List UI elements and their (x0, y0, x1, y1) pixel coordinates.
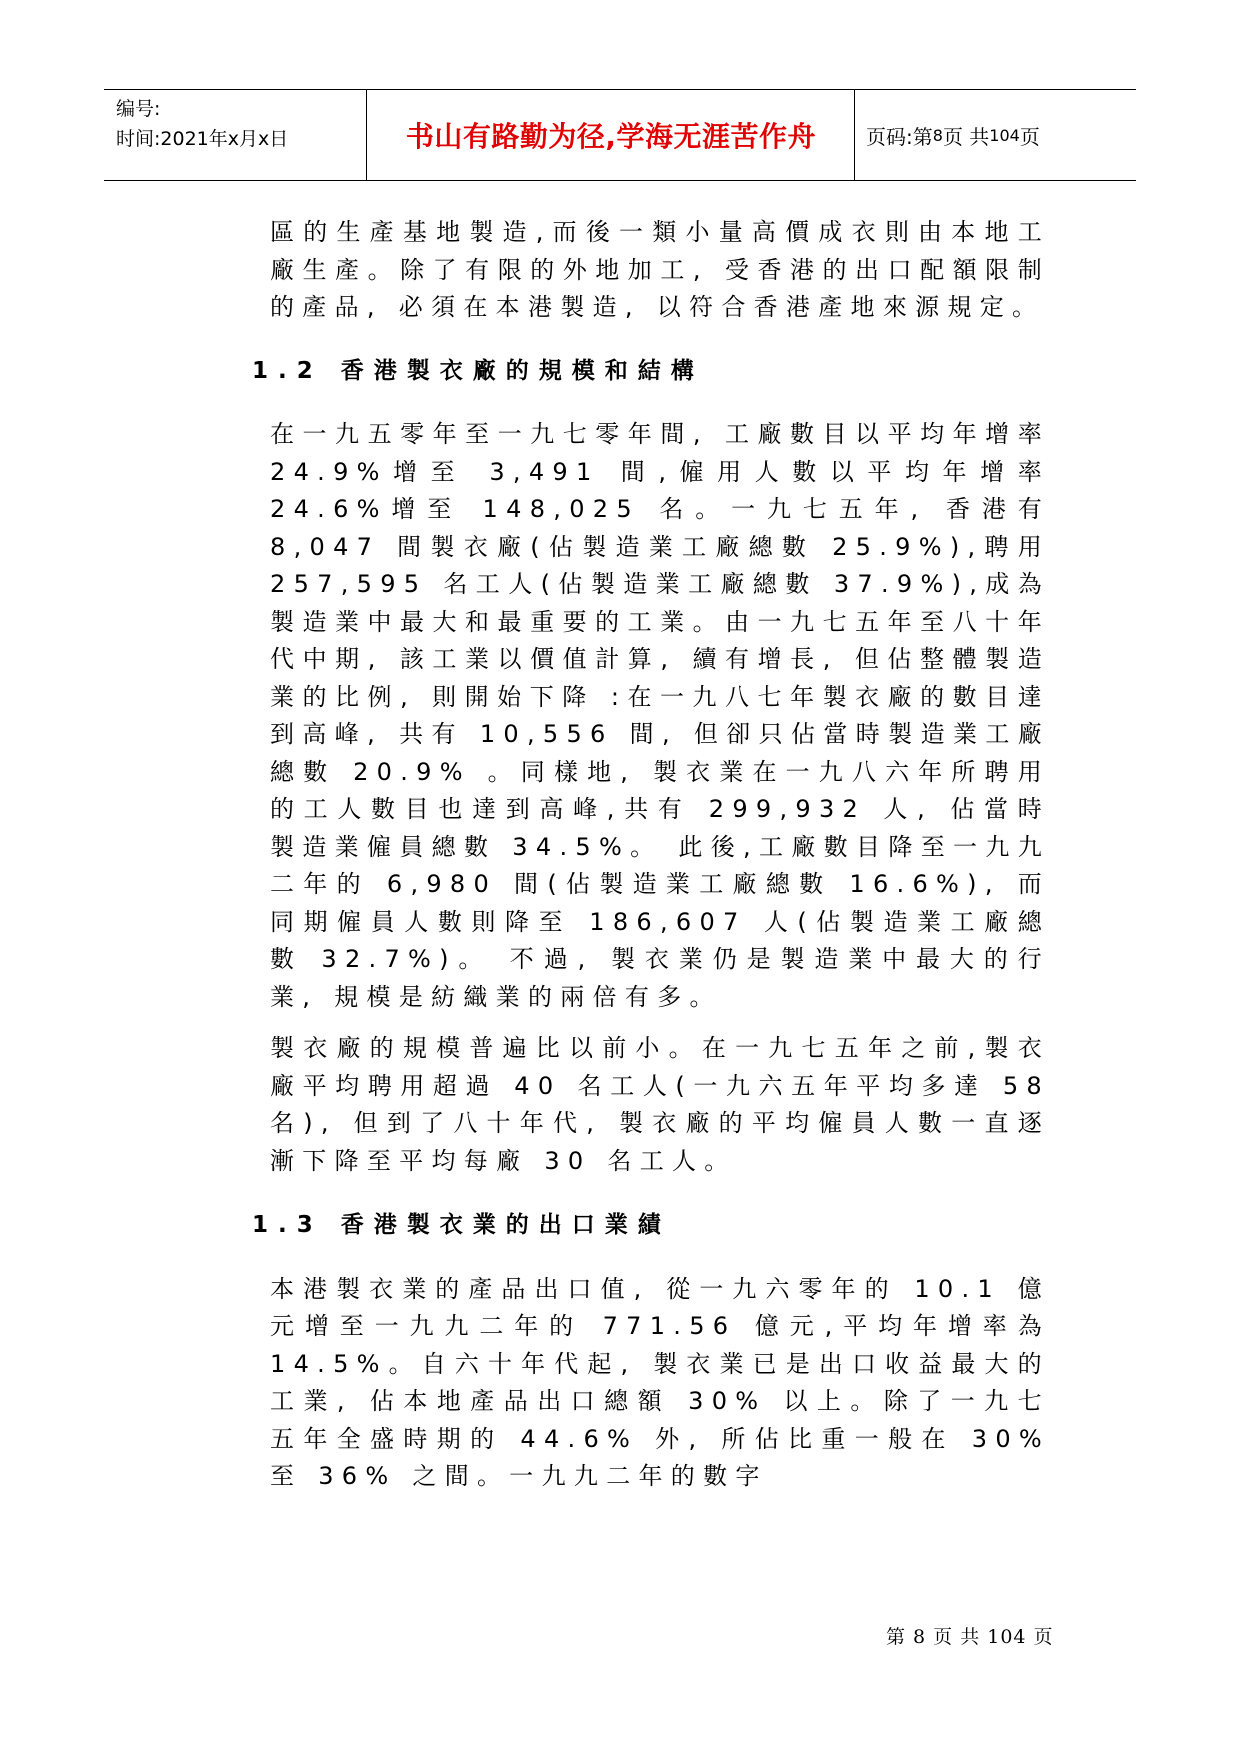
header-motto: 书山有路勤为径,学海无涯苦作舟 (405, 120, 817, 153)
section-heading-1-3: 1.3 香港製衣業的出口業績 (252, 1212, 671, 1238)
header-page-info (866, 90, 1040, 180)
document-body (252, 214, 1050, 1496)
section-heading-1-2: 1.2 香港製衣廠的規模和結構 (252, 357, 704, 384)
paragraph-intro: 區的生產基地製造,而後一類小量高價成衣則由本地工廠生產。除了有限的外地加工, 受香港的出口配額限制的產品, 必須在本港製造, 以符合香港產地來源規定。 (270, 218, 1050, 321)
header-divider-left (366, 90, 367, 180)
header-meta (116, 94, 288, 154)
document-time-label: 时间:2021年x月x日 (116, 128, 289, 150)
footer-page-number: 第 8 页 共 104 页 (886, 1626, 1054, 1648)
document-number-label: 编号: (116, 98, 161, 120)
header-divider-right (854, 90, 855, 180)
page-total-number: 104 (989, 125, 1020, 145)
page-info-mid: 页 共 (942, 124, 990, 149)
paragraph-1-2-a: 在一九五零年至一九七零年間, 工廠數目以平均年增率 24.9%增至 3,491 間,僱用人數以平均年增率 24.6%增至 148,025 名。一九七五年, 香港有 8,047 間製衣廠(佔製造業工廠總數 25.9%),聘用 257,595 名工人(佔製造業工廠總數 37.9%),成為製造業中最大和最重要的工業。由一九七五年至八十年代中期, 該工業以價值計算, 續有增長, 但佔整體製造業的比例, 則開始下降 :在一九八七年製衣廠的數目達到高峰, 共有 10,556 間, 但卻只佔當時製造業工廠總數 20.9% 。同樣地, 製衣業在一九八六年所聘用的工人數目也達到高峰,共有 299,932 人, 佔當時製造業僱員總數 34.5%。 此後,工廠數目降至一九九二年的 6,980 間(佔製造業工廠總數 16.6%), 而同期僱員人數則降至 186,607 人(佔製造業工廠總數 32.7%)。 不過, 製衣業仍是製造業中最大的行業, 規模是紡織業的兩倍有多。 (270, 420, 1050, 1011)
page-info-prefix: 页码:第 (866, 124, 933, 149)
paragraph-1-3-a: 本港製衣業的產品出口值, 從一九六零年的 10.1 億元增至一九九二年的 771.56 億元,平均年增率為 14.5%。自六十年代起, 製衣業已是出口收益最大的工業, 佔本地產品出口總額 30% 以上。除了一九七五年全盛時期的 44.6% 外, 所佔比重一般在 30%至 36% 之間。一九九二年的數字 (270, 1274, 1050, 1490)
page-current-number: 8 (932, 125, 943, 145)
page-header (104, 89, 1136, 181)
page-info-suffix: 页 (1019, 124, 1040, 149)
paragraph-1-2-b: 製衣廠的規模普遍比以前小。在一九七五年之前,製衣廠平均聘用超過 40 名工人(一九六五年平均多達 58 名), 但到了八十年代, 製衣廠的平均僱員人數一直逐漸下降至平均每廠 30 名工人。 (270, 1034, 1050, 1175)
